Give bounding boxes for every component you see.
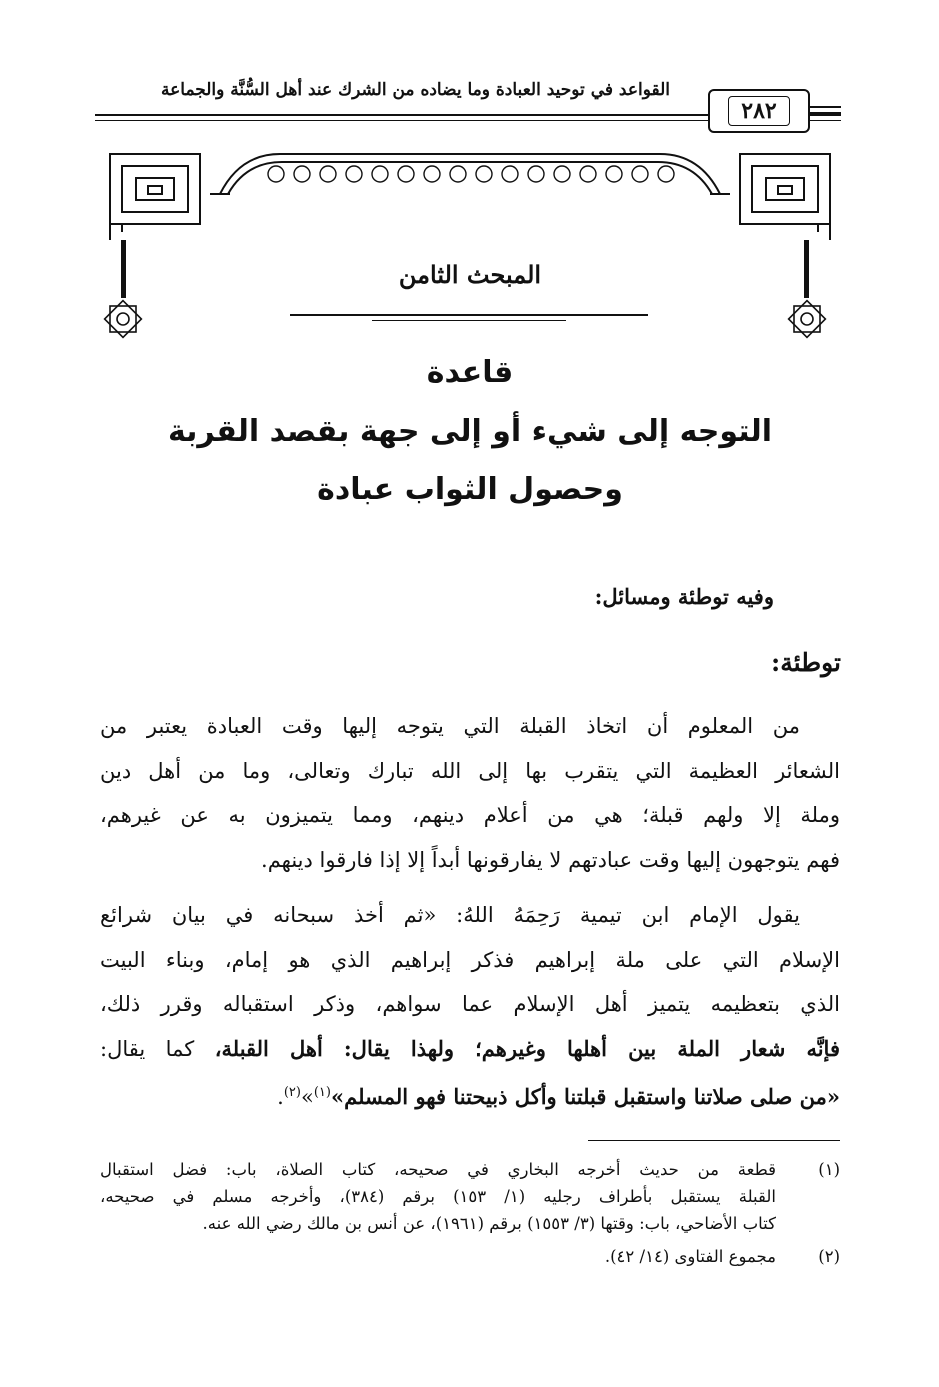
- ornament-frame: [100, 140, 840, 360]
- sentence-end: .: [277, 1085, 284, 1109]
- hadith-quote: «من صلى صلاتنا واستقبل قبلتنا وأكل ذبيحتنا فهو المسلم»: [330, 1084, 840, 1109]
- bold-phrase: فإنَّه شعار الملة بين أهلها وغيرهم؛ ولهذا يقال: أهل القبلة،: [214, 1035, 840, 1061]
- running-header: القواعد في توحيد العبادة وما يضاده من الشرك عند أهل السُّنَّة والجماعة: [161, 80, 670, 100]
- page-number: ٢٨٢: [728, 96, 789, 126]
- footnote-line: القبلة يستقبل بأطراف رجليه (١/ ١٥٣) برقم (٣٨٤)، وأخرجه مسلم في صحيحه،: [100, 1187, 776, 1206]
- rule-heading-line3: وحصول الثواب عبادة: [317, 472, 623, 507]
- rule-heading-line2: التوجه إلى شيء أو إلى جهة بقصد القربة: [167, 414, 773, 449]
- paragraph-line: يقول الإمام ابن تيمية رَحِمَهُ اللهُ: «ثم أخذ سبحانه في بيان شرائع: [100, 903, 800, 927]
- quote-close: »: [300, 1085, 314, 1109]
- footnote-ref[interactable]: (١): [313, 1085, 331, 1100]
- section-title: المبحث الثامن: [398, 260, 542, 289]
- paragraph-line: [100, 1027, 840, 1072]
- footnote-item: [100, 1243, 840, 1270]
- footnote-number: (٢): [818, 1247, 840, 1266]
- paragraph-line: [100, 1071, 840, 1120]
- paragraph-line: من المعلوم أن اتخاذ القبلة التي يتوجه إليها وقت العبادة يعتبر من: [100, 714, 800, 738]
- page-number-dash: [808, 112, 841, 114]
- paragraph-2: [100, 893, 840, 1120]
- footnote-separator: [588, 1140, 840, 1141]
- footnote-ref[interactable]: (٢): [283, 1085, 301, 1100]
- footnotes: [100, 1156, 840, 1270]
- footnote-line: مجموع الفتاوى (١٤/ ٤٢).: [604, 1247, 776, 1266]
- paragraph-line: الذي بتعظيمه يتميز أهل الإسلام عما سواهم، وذكر استقباله وقرر ذلك،: [100, 992, 840, 1016]
- footnote-number: (١): [818, 1160, 840, 1179]
- paragraph-line: الشعائر العظيمة التي يتقرب بها إلى الله تبارك وتعالى، وما من أهل دين: [100, 758, 840, 783]
- footnote-item: [100, 1156, 840, 1237]
- subheading: توطئة:: [771, 648, 841, 677]
- paragraph-line: الإسلام التي على ملة إبراهيم فذكر إبراهيم الذي هو إمام، وبناء البيت: [100, 947, 840, 972]
- plain-phrase: كما يقال:: [100, 1036, 215, 1061]
- intro-line: وفيه توطئة ومسائل:: [594, 584, 774, 609]
- rule-heading-line1: قاعدة: [426, 355, 514, 390]
- footnote-line: قطعة من حديث أخرجه البخاري في صحيحه، كتاب الصلاة، باب: فضل استقبال: [100, 1160, 776, 1179]
- paragraph-line: وملة إلا ولهم قبلة؛ هي من أعلام دينهم، ومما يتميزون به عن غيرهم،: [100, 803, 840, 827]
- page-number-frame: [708, 89, 810, 133]
- footnote-line: كتاب الأضاحي، باب: وقتها (٣/ ١٥٥٣) برقم (١٩٦١)، عن أنس بن مالك رضي الله عنه.: [202, 1214, 776, 1233]
- page-number-dash: [808, 106, 841, 108]
- title-underline: [290, 314, 648, 316]
- title-underline-short: [372, 320, 566, 321]
- paragraph-1: [100, 704, 840, 882]
- paragraph-line: فهم يتوجهون إليها وقت عبادتهم لا يفارقونها أبداً إلا إذا فارقوا دينهم.: [261, 847, 840, 872]
